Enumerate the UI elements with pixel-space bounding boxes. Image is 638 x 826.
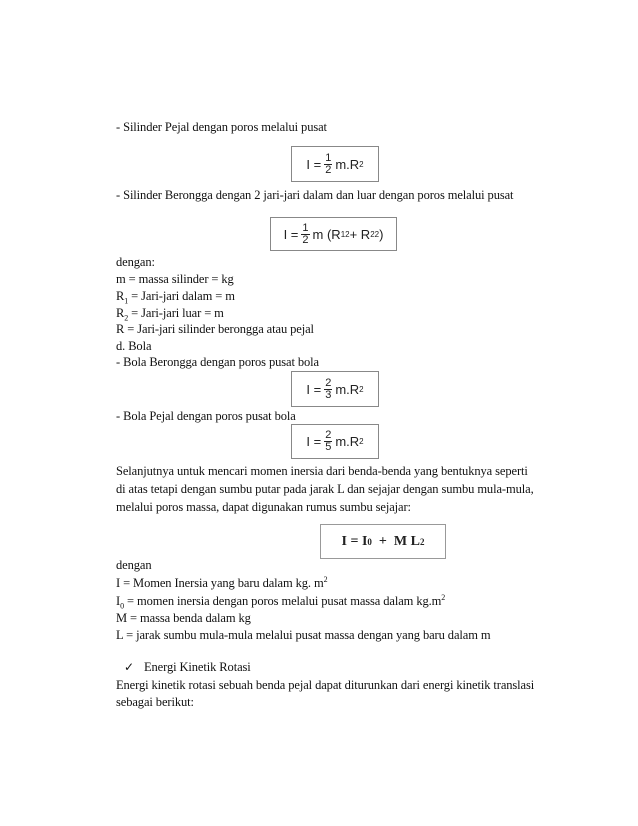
i-exponent: 2 (323, 575, 328, 584)
formula-mid: + M L (371, 533, 420, 549)
r2-definition (116, 306, 224, 323)
r-definition: R = Jari-jari silinder berongga atau pejal (116, 322, 314, 336)
formula-silinder-berongga (270, 217, 397, 251)
formula-bola-pejal (291, 424, 379, 459)
energi-kinetik-rotasi-item (124, 660, 251, 675)
L-definition: L = jarak sumbu mula-mula melalui pusat massa dengan yang baru dalam m (116, 628, 491, 642)
fraction (324, 153, 332, 176)
fraction (324, 378, 332, 401)
numerator: 2 (325, 429, 332, 441)
formula-lhs: I = (306, 381, 322, 397)
dengan-label-2: dengan (116, 558, 152, 572)
bola-berongga-text: - Bola Berongga dengan poros pusat bola (116, 355, 319, 369)
paragraph-line-4: Energi kinetik rotasi sebuah benda pejal dapat diturunkan dari energi kinetik translasi (116, 678, 535, 692)
fraction (301, 223, 309, 246)
formula-sumbu-sejajar (320, 524, 446, 559)
m-definition: m = massa silinder = kg (116, 272, 234, 286)
r1-text: = Jari-jari dalam = m (128, 289, 235, 303)
dengan-label: dengan: (116, 255, 155, 269)
denominator: 2 (302, 233, 309, 246)
bola-heading: d. Bola (116, 339, 152, 353)
M-definition: M = massa benda dalam kg (116, 611, 251, 625)
r2-subscript: 2 (124, 313, 129, 323)
formula-rhs: m.R (335, 156, 360, 172)
formula-lhs: I = I (341, 533, 368, 549)
exponent: 2 (374, 229, 380, 239)
i0-text: = momen inersia dengan poros melalui pusat massa dalam kg.m (123, 594, 442, 609)
bola-pejal-text: - Bola Pejal dengan poros pusat bola (116, 409, 296, 423)
numerator: 1 (325, 151, 332, 164)
r2-symbol: R (116, 306, 125, 320)
formula-rhs: m.R (335, 434, 360, 449)
subscript: 1 (340, 229, 346, 239)
denominator: 3 (325, 388, 332, 401)
formula-silinder-pejal (291, 146, 379, 182)
exponent: 2 (345, 229, 350, 239)
i-text: I = Momen Inersia yang baru dalam kg. m (116, 576, 324, 591)
i0-exponent: 2 (441, 593, 446, 602)
r2-text: = Jari-jari luar = m (128, 306, 224, 320)
i0-symbol: I (116, 594, 121, 609)
r1-definition (116, 289, 235, 306)
formula-rhs: m.R (335, 381, 360, 397)
exponent: 2 (419, 536, 425, 547)
i0-definition (116, 593, 445, 611)
silinder-pejal-text: - Silinder Pejal dengan poros melalui pusat (116, 120, 327, 134)
paragraph-line-3: melalui poros massa, dapat digunakan rumus sumbu sejajar: (116, 500, 411, 514)
paragraph-line-1: Selanjutnya untuk mencari momen inersia dari benda-benda yang bentuknya seperti (116, 464, 528, 478)
numerator: 1 (302, 221, 309, 234)
silinder-berongga-text: - Silinder Berongga dengan 2 jari-jari dalam dan luar dengan poros melalui pusat (116, 188, 514, 202)
exponent: 2 (359, 437, 364, 446)
exponent: 2 (359, 384, 364, 394)
formula-close: ) (379, 226, 384, 242)
r1-subscript: 1 (124, 296, 129, 306)
exponent: 2 (359, 159, 364, 169)
subscript: 0 (367, 536, 372, 547)
denominator: 2 (325, 163, 332, 176)
energi-title: Energi Kinetik Rotasi (143, 660, 251, 674)
i0-subscript: 0 (120, 601, 124, 611)
fraction (324, 430, 332, 453)
i-definition (116, 575, 328, 591)
denominator: 5 (325, 441, 332, 453)
formula-plus: + R (349, 226, 371, 242)
paragraph-line-5: sebagai berikut: (116, 695, 194, 709)
formula-lhs: I = (283, 226, 299, 242)
subscript: 2 (370, 229, 375, 239)
paragraph-line-2: di atas tetapi dengan sumbu putar pada jarak L dan sejajar dengan sumbu mula-mula, (116, 482, 534, 496)
formula-bola-berongga (291, 371, 379, 407)
formula-lhs: I = (306, 156, 322, 172)
numerator: 2 (325, 376, 332, 389)
formula-lhs: I = (306, 434, 322, 449)
formula-rhs-a: m (R (312, 226, 341, 242)
checkmark-icon: ✓ (124, 660, 134, 674)
r1-symbol: R (116, 289, 125, 303)
